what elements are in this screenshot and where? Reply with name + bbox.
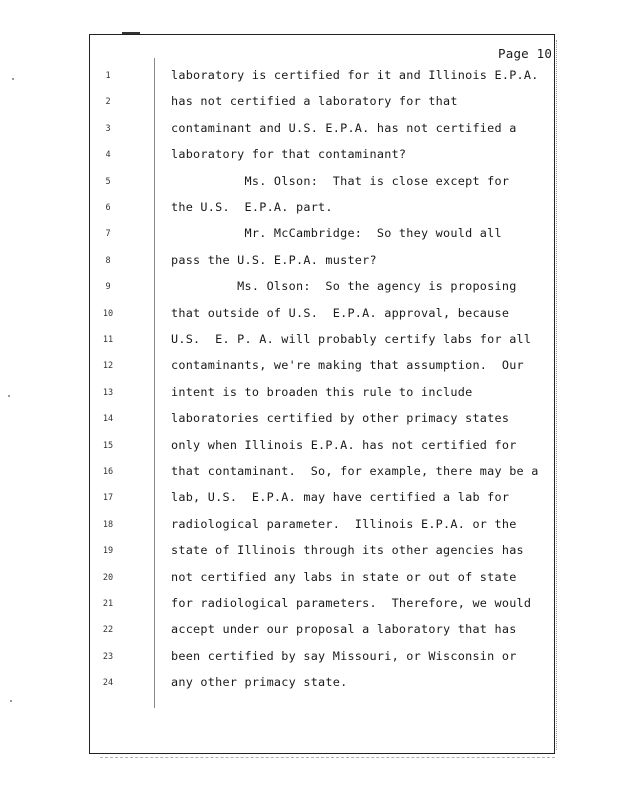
transcript-line: not certified any labs in state or out of state (171, 569, 517, 584)
line-number: 13 (102, 387, 114, 398)
line-number: 23 (102, 651, 114, 662)
page-number: Page 10 (498, 46, 553, 61)
line-number: 5 (105, 176, 111, 187)
transcript-line: that contaminant. So, for example, there may be a (171, 464, 539, 478)
line-number: 8 (105, 255, 111, 266)
line-number: 24 (102, 678, 114, 689)
right-margin-rule (556, 40, 557, 750)
scan-speck (10, 700, 12, 702)
transcript-line: only when Illinois E.P.A. has not certified for (171, 437, 517, 452)
bottom-scan-rule (100, 757, 555, 758)
transcript-line: accept under our proposal a laboratory that has (171, 622, 517, 637)
line-number: 22 (102, 625, 114, 636)
scan-speck (12, 78, 14, 80)
transcript-line: intent is to broaden this rule to include (171, 384, 473, 399)
line-number: 7 (105, 229, 111, 240)
line-number-gutter-rule (154, 58, 155, 708)
transcript-line: laboratory is certified for it and Illinois E.P.A. (171, 68, 539, 82)
line-number: 9 (105, 282, 111, 293)
transcript-line: Mr. McCambridge: So they would all (171, 226, 502, 241)
line-number: 19 (102, 546, 114, 557)
transcript-line: laboratories certified by other primacy states (171, 411, 510, 426)
transcript-line: has not certified a laboratory for that (171, 94, 458, 109)
line-number: 17 (102, 493, 114, 504)
transcript-line: the U.S. E.P.A. part. (171, 200, 333, 214)
transcript-line: been certified by say Missouri, or Wisconsin or (171, 648, 517, 663)
line-number: 1 (105, 71, 111, 81)
transcript-line: contaminants, we're making that assumption. Our (171, 358, 524, 373)
transcript-line: laboratory for that contaminant? (171, 147, 407, 162)
transcript-line: Ms. Olson: So the agency is proposing (171, 279, 517, 294)
line-number: 14 (102, 414, 114, 425)
transcript-line: Ms. Olson: That is close except for (171, 173, 510, 188)
line-number: 10 (102, 308, 114, 319)
line-number: 2 (105, 97, 111, 108)
transcript-line: pass the U.S. E.P.A. muster? (171, 252, 377, 267)
scan-speck (8, 395, 10, 397)
line-number: 4 (105, 150, 111, 161)
line-number: 16 (102, 467, 114, 477)
line-number: 21 (102, 599, 114, 609)
transcript-line: that outside of U.S. E.P.A. approval, because (171, 305, 510, 320)
line-number: 15 (102, 440, 114, 451)
transcript-line: lab, U.S. E.P.A. may have certified a lab for (171, 490, 510, 505)
transcript-line: contaminant and U.S. E.P.A. has not certified a (171, 120, 517, 135)
line-number: 18 (102, 519, 114, 530)
transcript-line: any other primacy state. (171, 675, 348, 690)
line-number: 20 (102, 572, 114, 583)
line-number: 6 (105, 203, 111, 213)
transcript-line: state of Illinois through its other agencies has (171, 543, 524, 558)
line-number: 11 (102, 335, 114, 345)
line-number: 3 (105, 123, 111, 134)
transcript-line: U.S. E. P. A. will probably certify labs for all (171, 332, 532, 346)
line-number: 12 (102, 361, 114, 372)
transcript-line: radiological parameter. Illinois E.P.A. or the (171, 516, 517, 531)
transcript-line: for radiological parameters. Therefore, we would (171, 596, 532, 610)
